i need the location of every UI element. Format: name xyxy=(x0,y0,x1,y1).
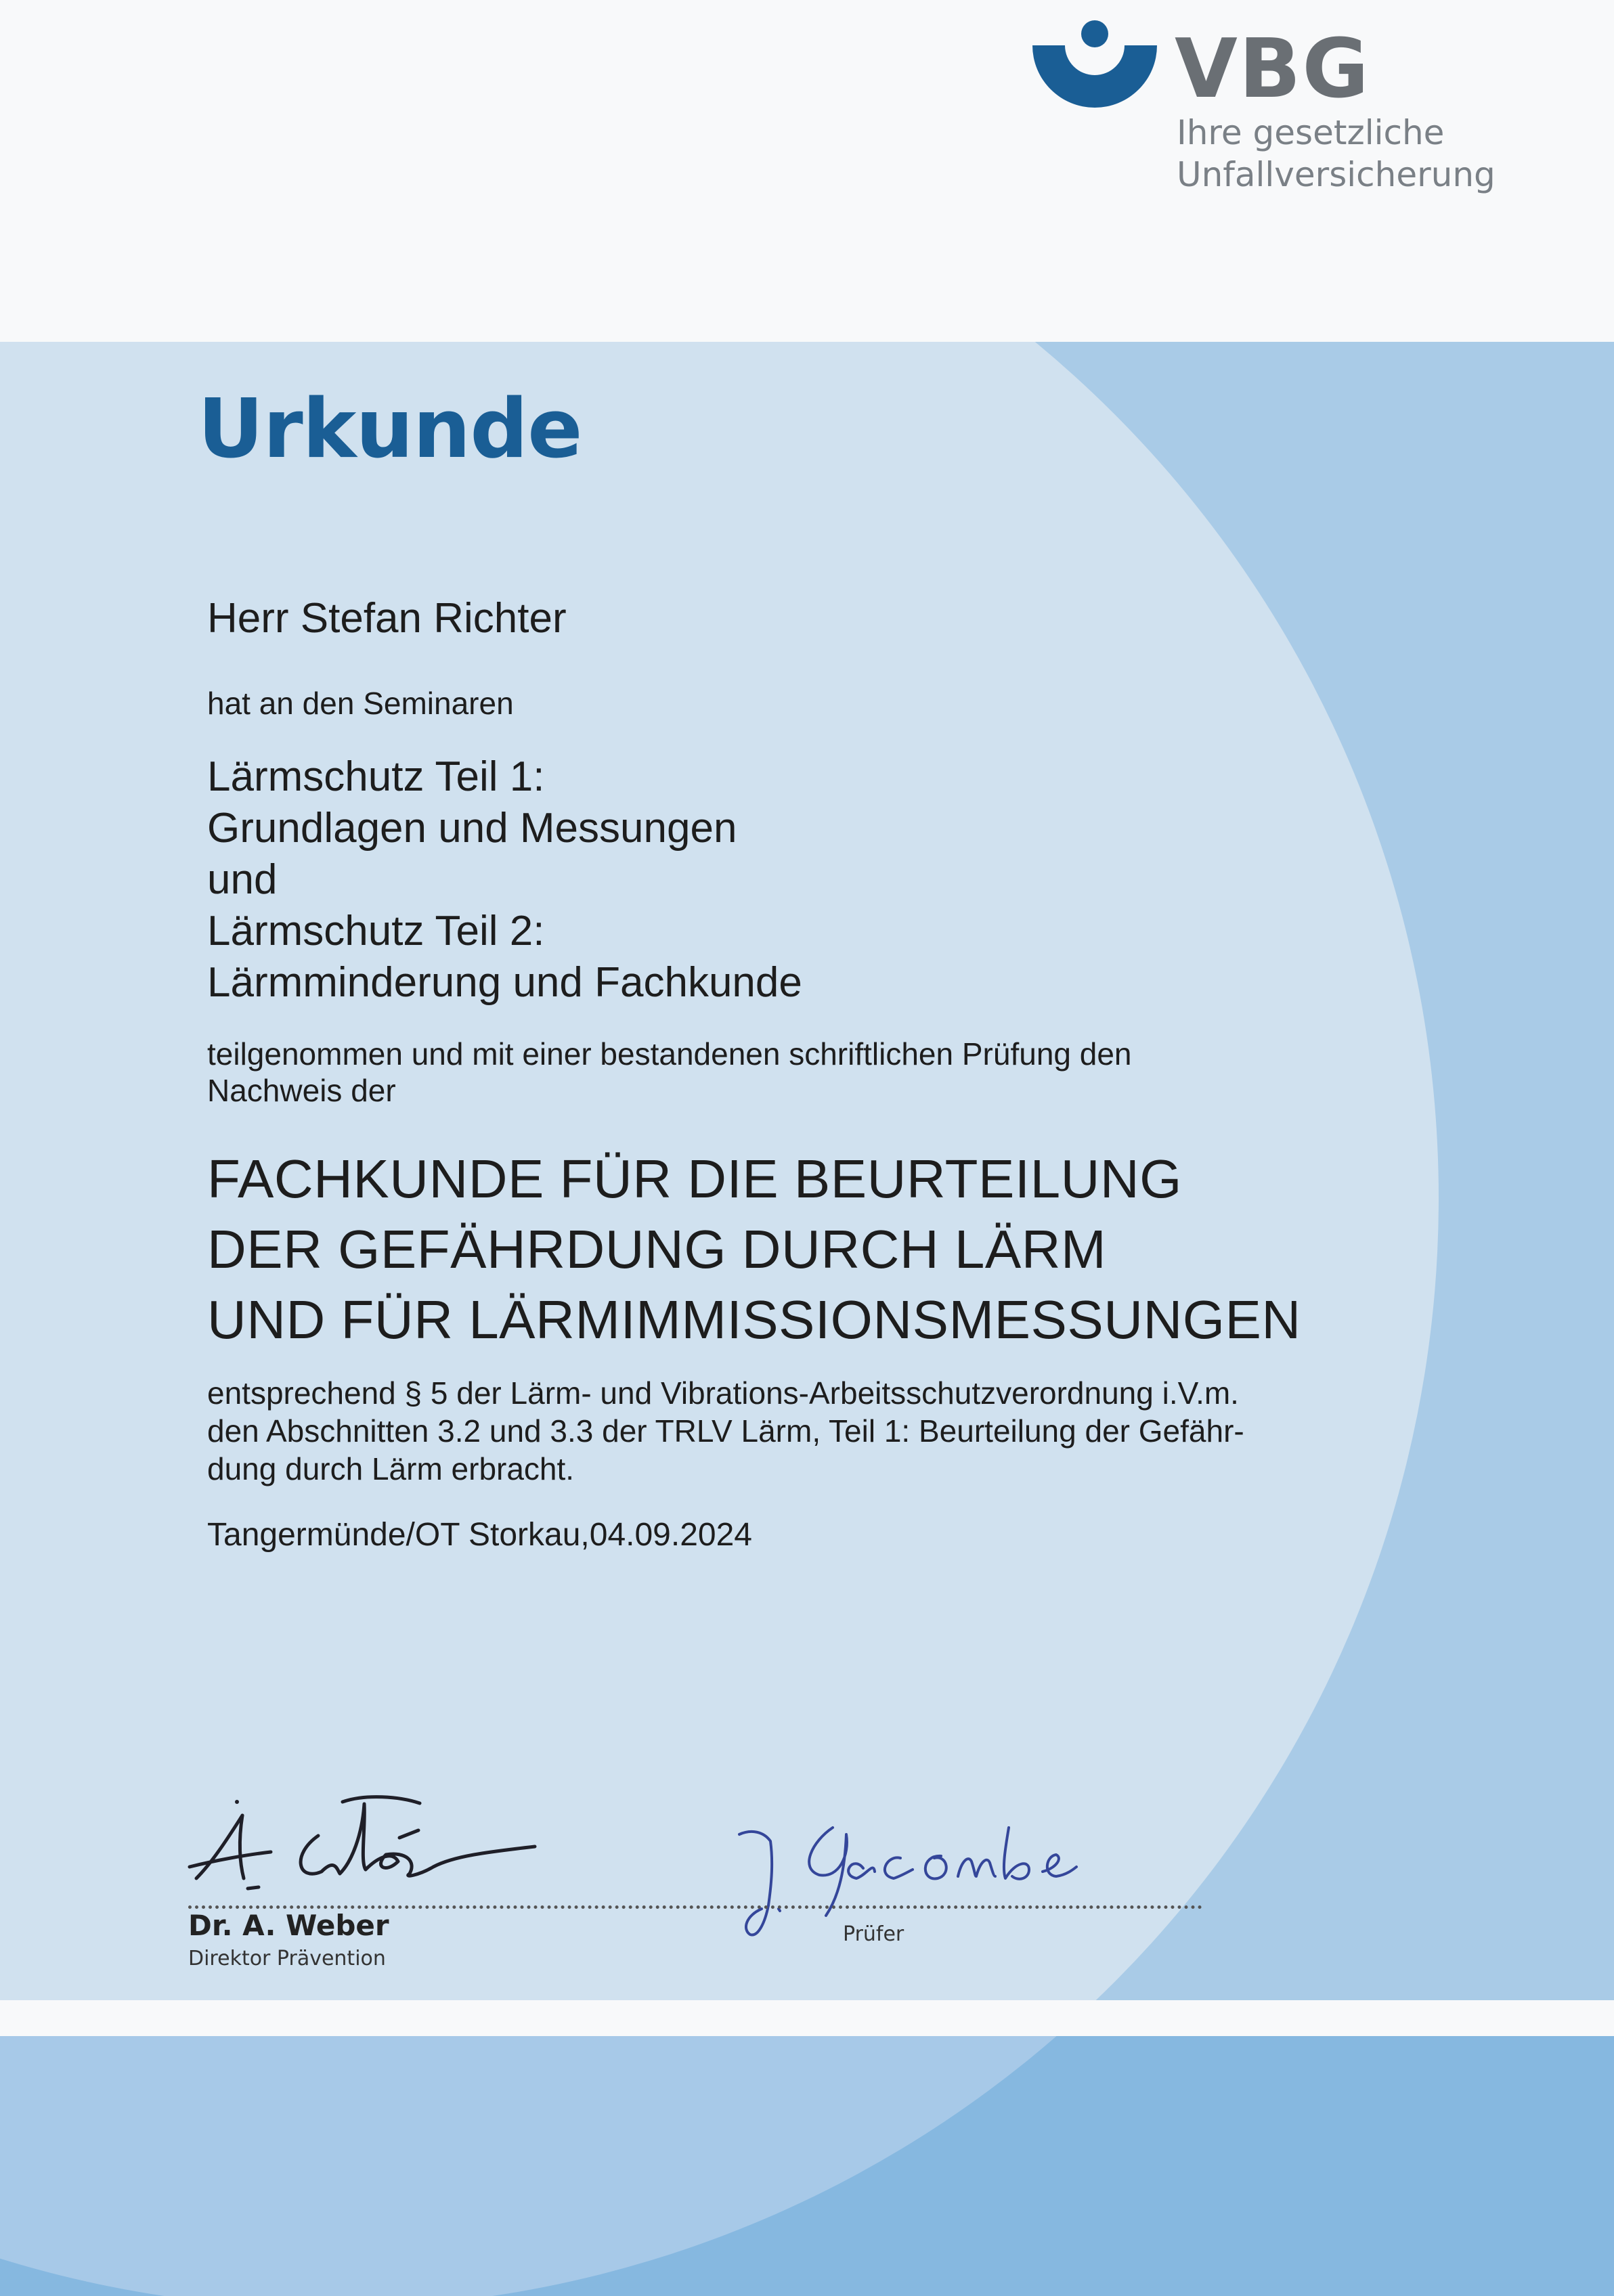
seminar-line: Lärmschutz Teil 1: xyxy=(207,753,545,800)
legal-line: entsprechend § 5 der Lärm- und Vibrations-Arbeitsschutzverordnung i.V.m. xyxy=(207,1375,1239,1411)
participation-line: teilgenommen und mit einer bestandenen schriftlichen Prüfung den xyxy=(207,1036,1132,1072)
vbg-logo-mark xyxy=(1032,17,1168,118)
logo-tagline-line: Ihre gesetzliche xyxy=(1177,113,1445,152)
participation-text xyxy=(207,1036,1132,1109)
logo-tagline xyxy=(1177,112,1496,196)
seminar-line: Lärmminderung und Fachkunde xyxy=(207,959,802,1006)
qualification-line: DER GEFÄHRDUNG DURCH LÄRM xyxy=(207,1219,1107,1279)
logo-tagline-line: Unfallversicherung xyxy=(1177,155,1496,194)
legal-line: den Abschnitten 3.2 und 3.3 der TRLV Lärm, Teil 1: Beurteilung der Gefähr- xyxy=(207,1413,1244,1449)
intro-text: hat an den Seminaren xyxy=(207,686,514,721)
legal-line: dung durch Lärm erbracht. xyxy=(207,1451,575,1486)
seminar-line: Lärmschutz Teil 2: xyxy=(207,908,545,954)
recipient-name: Herr Stefan Richter xyxy=(207,595,567,642)
qualification-heading xyxy=(207,1144,1301,1355)
signatory-name: Dr. A. Weber xyxy=(188,1909,389,1942)
qualification-line: FACHKUNDE FÜR DIE BEURTEILUNG xyxy=(207,1149,1182,1209)
place-and-date: Tangermünde/OT Storkau,04.09.2024 xyxy=(207,1517,752,1553)
signature-pruefer xyxy=(731,1814,1083,1943)
seminar-line: Grundlagen und Messungen xyxy=(207,805,737,852)
vbg-logo xyxy=(1032,17,1496,200)
participation-line: Nachweis der xyxy=(207,1073,396,1108)
legal-basis-text xyxy=(207,1374,1244,1488)
signatory-role: Direktor Prävention xyxy=(188,1947,386,1970)
qualification-line: UND FÜR LÄRMIMMISSIONSMESSUNGEN xyxy=(207,1289,1301,1350)
examiner-role: Prüfer xyxy=(843,1922,904,1946)
seminar-list xyxy=(207,751,802,1009)
document-title: Urkunde xyxy=(198,382,582,477)
seminar-line: und xyxy=(207,856,278,903)
signature-weber xyxy=(183,1787,562,1902)
logo-wordmark: VBG xyxy=(1175,22,1370,116)
